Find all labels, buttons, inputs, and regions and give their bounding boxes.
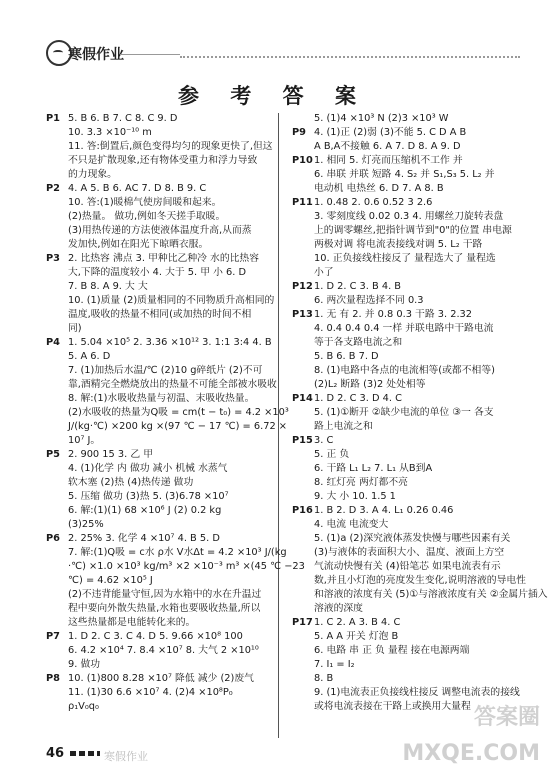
page-label: P13: [292, 309, 313, 320]
answer-line: 6. 电路 串 正 负 量程 接在电源两端: [314, 645, 470, 656]
answer-line: 1. 相同 5. 灯亮而压缩机不工作 并: [314, 155, 463, 166]
answer-line: 数,并且小灯泡的亮度发生变化,说明溶液的导电性: [314, 575, 526, 586]
answer-line: 软木塞 (2)热 (4)热传递 做功: [68, 477, 194, 488]
answer-entry: [292, 308, 522, 392]
answer-line: 5. A 6. D: [68, 351, 111, 362]
page-label: P3: [46, 253, 60, 264]
answer-line: 3. C: [314, 435, 334, 446]
answer-entry: [46, 252, 281, 336]
answer-line: 大,下降的温度较小 4. 大于 5. 甲 小 6. D: [68, 267, 247, 278]
answer-entry: [46, 182, 281, 252]
answer-line: 1. 无 有 2. 并 0.8 0.3 干路 3. 2.32: [314, 309, 473, 320]
answer-line: 10⁷ J。: [68, 435, 101, 446]
page-title: 参 考 答 案: [178, 83, 368, 108]
answer-line: J/(kg·℃) ×200 kg ×(97 ℃ − 17 ℃) = 6.72 ×: [68, 421, 288, 432]
answer-line: 6. 干路 L₁ L₂ 7. L₁ 从B到A: [314, 463, 433, 474]
answer-entry: [46, 448, 281, 532]
answer-line: 2. 900 15 3. 乙 甲: [68, 449, 154, 460]
answer-line: 温度,吸收的热量不相同(或加热的时间不相: [68, 309, 252, 320]
answer-line: 8. 解:(1)水吸收热量与初温、末吸收热量。: [68, 393, 255, 404]
header-dotted-rule: [180, 56, 520, 58]
answer-entry: [292, 112, 522, 126]
answer-line: 和溶液的浓度有关 (5)①与溶液浓度有关 ②金属片插入: [314, 589, 548, 600]
answer-line: 8. B: [314, 673, 334, 684]
answer-line: (2)水吸收的热量为Q吸 = cm(t − t₀) = 4.2 ×10³: [68, 407, 289, 418]
answer-line: 1. D 2. C 3. B 4. B: [314, 281, 402, 292]
page-label: P15: [292, 435, 313, 446]
answer-entry: [292, 154, 522, 196]
answer-line: 路上电流之和: [314, 421, 373, 432]
answer-line: 1. 0.48 2. 0.6 0.52 3 2.6: [314, 197, 433, 208]
answer-entry: [292, 126, 522, 154]
page-label: P9: [292, 127, 306, 138]
page-header: [0, 0, 546, 72]
header-rule: [120, 54, 180, 55]
answer-line: 5. B 6. B 7. C 8. C 9. D: [68, 113, 178, 124]
answer-line: 7. I₁ = I₂: [314, 659, 355, 670]
answer-line: 6. 两次量程选择不同 0.3: [314, 295, 424, 306]
answer-line: 11. 答:倒置后,颜色变得均匀的现象更快了,但这: [68, 141, 273, 152]
answer-line: 1. D 2. C 3. D 4. C: [314, 393, 402, 404]
page-label: P1: [46, 113, 60, 124]
answer-line: ·℃) ×1.0 ×10³ kg/m³ ×2 ×10⁻³ m³ ×(45 ℃ −23: [68, 561, 305, 572]
answer-line: (3)25%: [68, 519, 104, 530]
page-number-decoration: [70, 751, 100, 756]
answer-entry: [46, 336, 289, 448]
answer-line: 10. (1)800 8.28 ×10⁷ 降低 减少 (2)废气: [68, 673, 254, 684]
page-number: 46: [46, 746, 65, 761]
answer-line: 11. (1)30 6.6 ×10⁷ 4. (2)4 ×10⁸P₀: [68, 687, 233, 698]
answer-line: 5. B 6. B 7. D: [314, 351, 379, 362]
page-label: P14: [292, 393, 313, 404]
answer-line: 4. 0.4 0.4 0.4 一样 并联电路中干路电流: [314, 323, 494, 334]
answer-entry: [292, 434, 522, 504]
footer-text: 寒假作业: [104, 750, 148, 763]
answer-line: 等于各支路电流之和: [314, 337, 403, 348]
answer-line: 4. (1)化学 内 做功 减小 机械 水蒸气: [68, 463, 228, 474]
answer-line: 4. (1)正 (2)弱 (3)不能 5. C D A B: [314, 127, 467, 138]
watermark: [390, 700, 540, 772]
answer-line: 6. 4.2 ×10⁴ 7. 8.4 ×10⁷ 8. 大气 2 ×10¹⁰: [68, 645, 259, 656]
page-label: P12: [292, 281, 313, 292]
answer-line: 4. 电流 电流变大: [314, 519, 389, 530]
answer-line: 气流动快慢有关 (4)铅笔芯 如果电流表有示: [314, 561, 501, 572]
answer-entry: [292, 392, 522, 434]
answer-entry: [292, 504, 548, 616]
answer-line: 1. B 2. D 3. A 4. L₁ 0.26 0.46: [314, 505, 454, 516]
answer-line: 4. A 5. B 6. AC 7. D 8. B 9. C: [68, 183, 207, 194]
answer-line: 10. 3.3 ×10⁻¹⁰ m: [68, 127, 152, 138]
answer-line: 5. (1)①断开 ②缺少电流的单位 ③一 各支: [314, 407, 494, 418]
answer-entry: [46, 672, 281, 714]
answer-line: 1. 5.04 ×10⁵ 2. 3.36 ×10¹² 3. 1:1 3:4 4. B: [68, 337, 272, 348]
answer-line: 电动机 电热丝 6. D 7. A 8. B: [314, 183, 444, 194]
page-label: P4: [46, 337, 60, 348]
answer-line: (3)与液体的表面积大小、温度、液面上方空: [314, 547, 505, 558]
answer-line: 5. (1)a (2)深究液体蒸发快慢与哪些因素有关: [314, 533, 511, 544]
answer-line: 9. 做功: [68, 659, 101, 670]
answer-line: 5. 正 负: [314, 449, 350, 460]
answer-line: 不只是扩散现象,还有物体受重力和浮力导致: [68, 155, 258, 166]
page-label: P16: [292, 505, 313, 516]
answer-line: 9. (1)电流表正负接线柱接反 调整电流表的接线: [314, 687, 520, 698]
answer-line: (2)L₂ 断路 (3)2 处处相等: [314, 379, 426, 390]
answer-line: 8. 红灯亮 两灯都不亮: [314, 477, 408, 488]
answer-line: 1. C 2. A 3. B 4. C: [314, 617, 401, 628]
header-title: 寒假作业: [68, 47, 124, 63]
answer-entry: [46, 630, 281, 672]
answer-line: 发加快,例如在阳光下晾晒衣服。: [68, 239, 209, 250]
answer-line: ρ₁V₀q₀: [68, 701, 99, 712]
answer-line: 2. 25% 3. 化学 4 ×10⁷ 4. B 5. D: [68, 533, 220, 544]
answer-line: 9. 大 小 10. 1.5 1: [314, 491, 396, 502]
answer-entry: [46, 112, 281, 182]
answer-line: 这些热量都是电能转化来的。: [68, 617, 196, 628]
page-label: P17: [292, 617, 313, 628]
answer-line: 的力现象。: [68, 169, 117, 180]
answer-line: 7. B 8. A 9. 大 大: [68, 281, 148, 292]
answer-line: (3)用热传递的方法使液体温度升高,从而蒸: [68, 225, 252, 236]
answer-line: 1. D 2. C 3. C 4. D 5. 9.66 ×10⁸ 100: [68, 631, 243, 642]
answer-line: 3. 零刻度线 0.02 0.3 4. 用螺丝刀旋转表盘: [314, 211, 504, 222]
answer-entry: [292, 196, 522, 280]
right-answer-column: [292, 112, 548, 714]
answer-line: 或将电流表接在干路上或换用大量程: [314, 701, 471, 712]
answer-line: 上的调零螺丝,把指针调节到"0"的位置 串电源: [314, 225, 512, 236]
page-label: P10: [292, 155, 313, 166]
page-label: P2: [46, 183, 60, 194]
answer-line: 7. (1)加热后水温/℃ (2)10 g碎纸片 (2)不可: [68, 365, 263, 376]
answer-line: 5. 压缩 做功 (3)热 5. (3)6.78 ×10⁷: [68, 491, 229, 502]
answer-line: 10. (1)质量 (2)质量相同的不同物质升高相同的: [68, 295, 275, 306]
page-label: P8: [46, 673, 60, 684]
page-label: P6: [46, 533, 60, 544]
answer-line: 10. 正负接线柱接反了 量程选大了 量程选: [314, 253, 496, 264]
answer-line: 5. A A 开关 灯泡 B: [314, 631, 399, 642]
answer-entry: [292, 280, 522, 308]
answer-line: 7. 解:(1)Q吸 = c水 ρ水 V水Δt = 4.2 ×10³ J/(kg: [68, 547, 287, 558]
answer-line: A B,A不接触 6. A 7. D 8. A 9. D: [314, 141, 461, 152]
answer-line: (2)热量。 做功,例如冬天搓手取暖。: [68, 211, 226, 222]
page-label: P11: [292, 197, 313, 208]
answer-line: 6. 解:(1)(1) 68 ×10⁶ J (2) 0.2 kg: [68, 505, 222, 516]
page-label: P7: [46, 631, 60, 642]
answer-line: 小了: [314, 267, 334, 278]
answer-line: 两极对调 将电流表接线对调 5. L₂ 干路: [314, 239, 483, 250]
answer-line: (2)不违背能量守恒,因为水箱中的水在升温过: [68, 589, 262, 600]
answer-line: 8. (1)电路中各点的电流相等(或都不相等): [314, 365, 495, 376]
answer-line: 10. 答:(1)暖棉气使房间暖和起来。: [68, 197, 222, 208]
answer-line: 5. (1)4 ×10³ N (2)3 ×10³ W: [314, 113, 449, 124]
page-label: P5: [46, 449, 60, 460]
answer-line: 靠,酒精完全燃烧放出的热量不可能全部被水吸收: [68, 379, 277, 390]
answer-line: 程中要向外散失热量,水箱也要吸收热量,所以: [68, 603, 261, 614]
watermark-line: MXQE.COM: [402, 741, 540, 766]
answer-line: 溶液的深度: [314, 603, 363, 614]
answer-line: ℃) = 4.62 ×10⁵ J: [68, 575, 153, 586]
answer-line: 6. 串联 并联 短路 4. S₂ 并 S₁,S₃ 5. L₂ 并: [314, 169, 495, 180]
watermark-line: 答案圈: [473, 705, 540, 730]
answer-line: 2. 比热容 沸点 3. 甲种比乙种冷 水的比热容: [68, 253, 260, 264]
answer-line: 同): [68, 323, 82, 334]
